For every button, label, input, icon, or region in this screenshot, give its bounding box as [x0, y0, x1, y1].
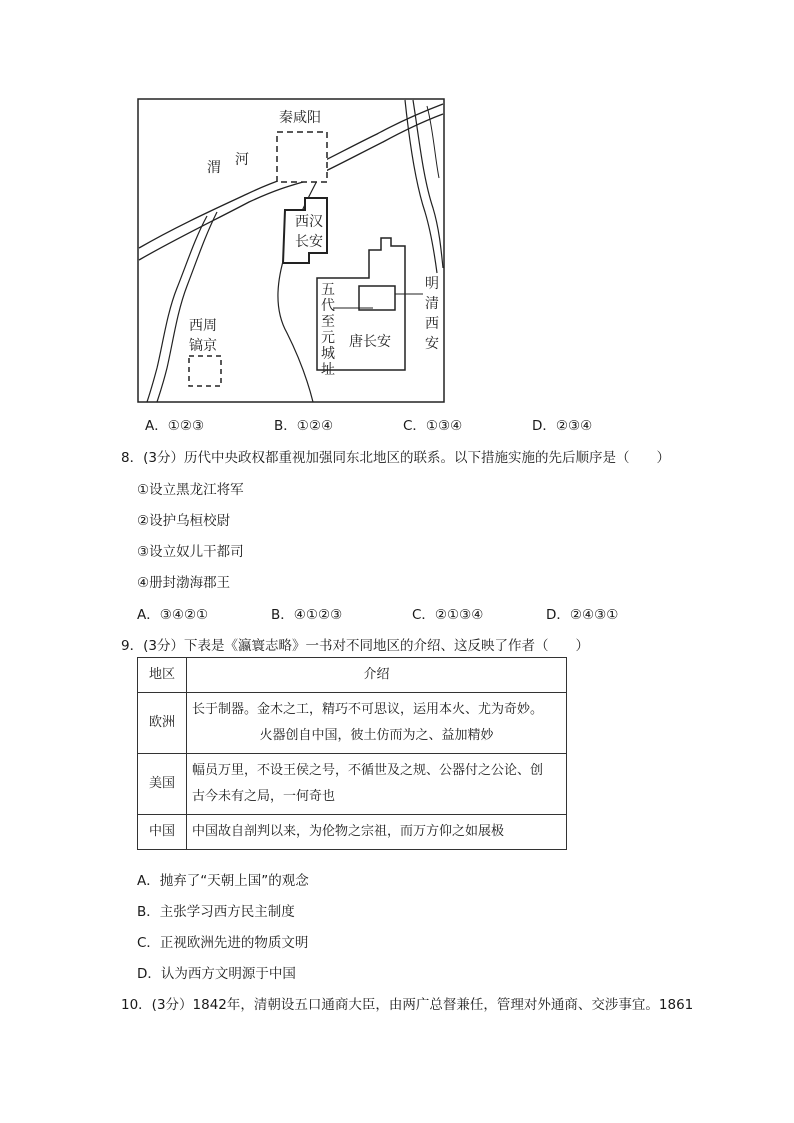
row-intro — [187, 693, 567, 754]
table-row — [138, 815, 567, 850]
q8-option-b[interactable]: B．④①②③ — [271, 607, 343, 623]
intro-line: 长于制器。金木之工，精巧不可思议，运用本火、尤为奇妙。 — [192, 702, 544, 717]
row-region: 美国 — [138, 754, 187, 815]
row-region: 中国 — [138, 815, 187, 850]
label-wudai-3: 至 — [321, 314, 335, 330]
table-row — [138, 754, 567, 815]
intro-line: 古今未有之局，一何奇也 — [192, 789, 336, 804]
q7-options — [145, 414, 661, 434]
q8-option-d[interactable]: D．②④③① — [546, 607, 619, 623]
label-qin-xianyang: 秦咸阳 — [279, 110, 321, 126]
row-intro — [187, 754, 567, 815]
label-xizhou-2: 镐京 — [189, 338, 217, 354]
label-wei: 渭 — [207, 160, 221, 176]
label-wudai-6: 址 — [321, 362, 335, 378]
intro-line: 幅员万里，不设王侯之号，不循世及之规、公器付之公论、创 — [192, 763, 544, 778]
q9-option-d[interactable]: D．认为西方文明源于中国 — [137, 966, 296, 982]
q8-item-4: ④册封渤海郡王 — [137, 575, 231, 591]
q7-option-b[interactable]: B．①②④ — [274, 418, 334, 434]
q9-option-b[interactable]: B．主张学习西方民主制度 — [137, 904, 295, 920]
historical-map-figure — [137, 98, 447, 404]
intro-line: 火器创自中国，彼土仿而为之、益加精妙 — [259, 728, 494, 743]
label-xihan-1: 西汉 — [295, 214, 323, 230]
label-tang-changan: 唐长安 — [349, 334, 391, 350]
q8-stem: 8．(3分）历代中央政权都重视加强同东北地区的联系。以下措施实施的先后顺序是（ ） — [121, 450, 670, 466]
label-he: 河 — [235, 152, 249, 168]
q9-option-a[interactable]: A．抛弃了“天朝上国”的观念 — [137, 873, 309, 889]
q8-option-c[interactable]: C．②①③④ — [412, 607, 484, 623]
q8-item-2: ②设护乌桓校尉 — [137, 513, 231, 529]
label-xizhou-1: 西周 — [189, 318, 217, 334]
q8-item-1: ①设立黑龙江将军 — [137, 482, 244, 498]
label-xi: 西 — [425, 316, 439, 332]
q8-option-a[interactable]: A．③④②① — [137, 607, 209, 623]
row-region: 欧洲 — [138, 693, 187, 754]
q8-options — [137, 603, 675, 623]
intro-line: 中国故自剖判以来，为伦物之宗祖，而万方仰之如展极 — [192, 824, 505, 839]
label-an: 安 — [425, 336, 439, 352]
label-xihan-2: 长安 — [295, 234, 323, 250]
label-wudai-2: 代 — [321, 298, 335, 314]
header-region: 地区 — [138, 658, 187, 693]
q7-option-c[interactable]: C．①③④ — [403, 418, 463, 434]
label-wudai-4: 元 — [321, 330, 335, 346]
q10-stem: 10．(3分）1842年，清朝设五口通商大臣，由两广总督兼任，管理对外通商、交涉事宜。1861 — [121, 997, 694, 1013]
q9-table — [137, 657, 567, 850]
q7-option-a[interactable]: A．①②③ — [145, 418, 205, 434]
q8-item-3: ③设立奴儿干都司 — [137, 544, 244, 560]
table-header-row — [138, 658, 567, 693]
q9-option-c[interactable]: C．正视欧洲先进的物质文明 — [137, 935, 309, 951]
q7-option-d[interactable]: D．②③④ — [532, 418, 593, 434]
q9-stem: 9．(3分）下表是《瀛寰志略》一书对不同地区的介绍、这反映了作者（ ） — [121, 638, 589, 654]
qin-xianyang-site — [277, 132, 327, 182]
table-row — [138, 693, 567, 754]
label-wudai-5: 城 — [321, 346, 335, 362]
header-intro: 介绍 — [187, 658, 567, 693]
label-wudai-1: 五 — [321, 282, 335, 298]
label-qing: 清 — [425, 296, 439, 312]
row-intro — [187, 815, 567, 850]
label-ming: 明 — [425, 276, 439, 292]
